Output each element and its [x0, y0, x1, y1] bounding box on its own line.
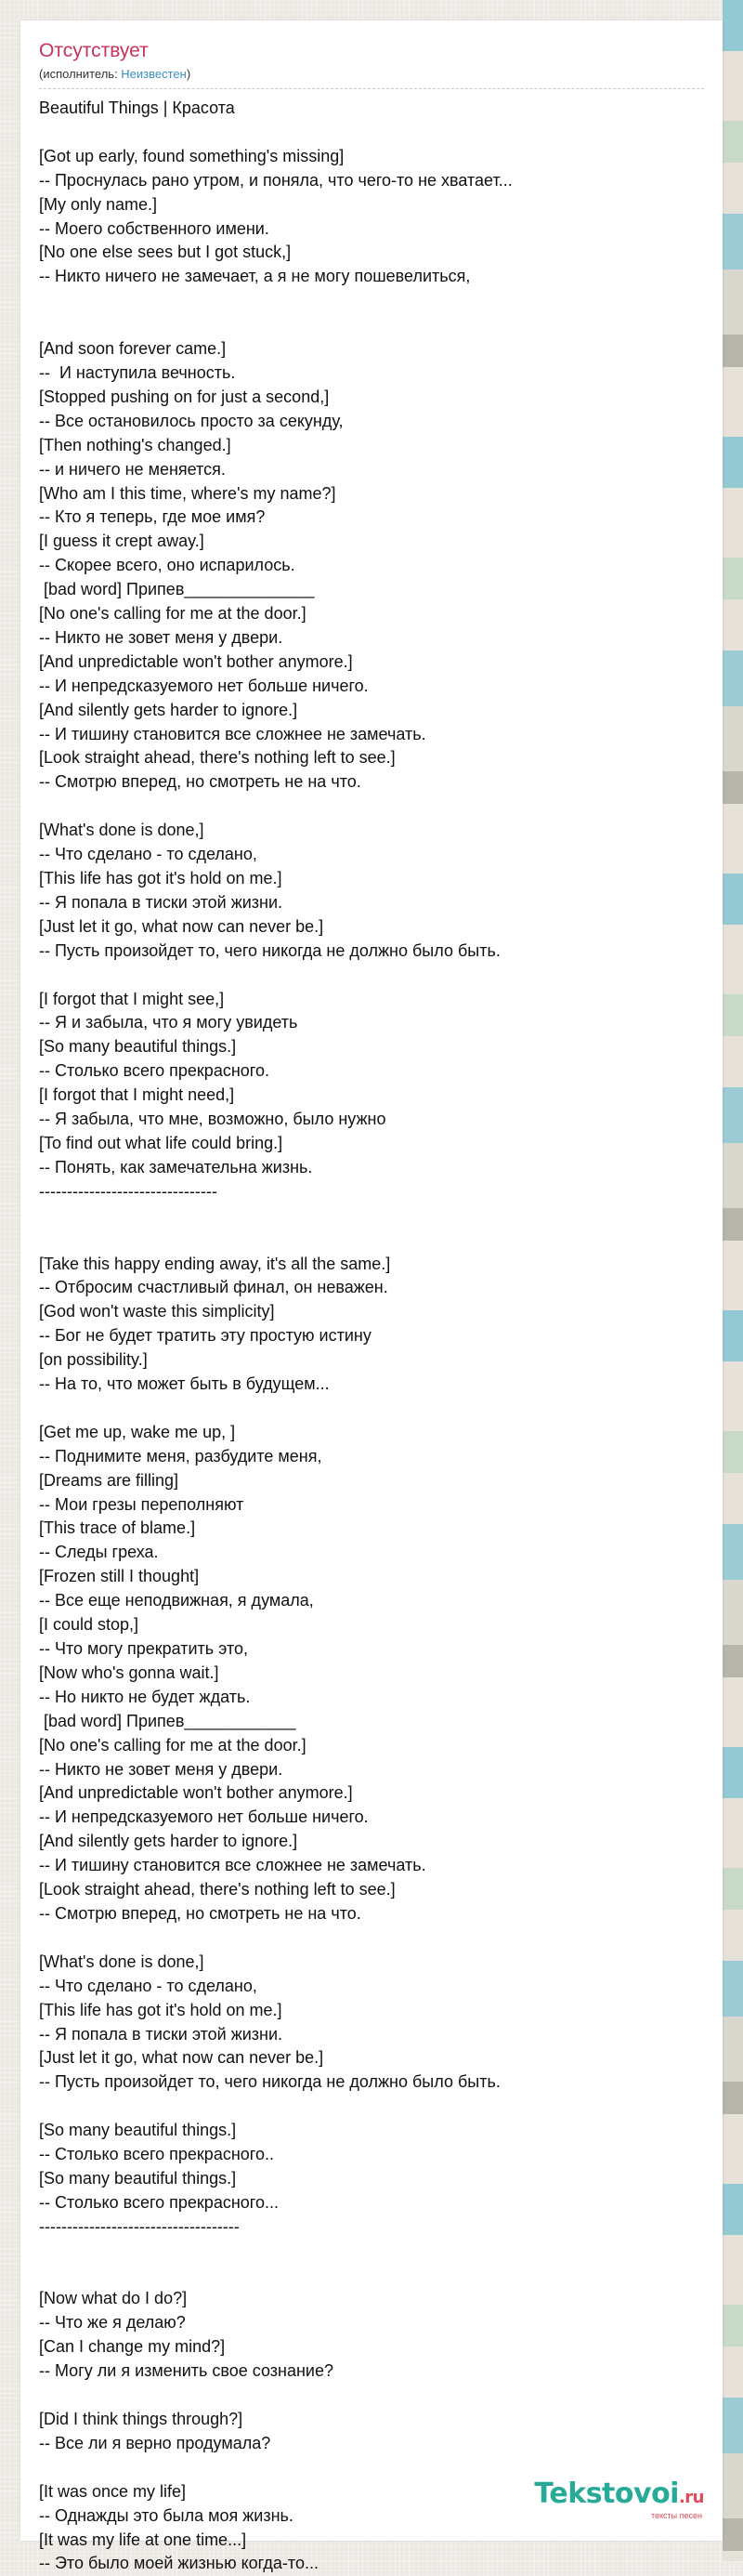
- blank-line: [39, 795, 704, 819]
- lyric-line: -- Столько всего прекрасного...: [39, 2192, 279, 2212]
- lyric-line: [Got up early, found something's missing]: [39, 146, 345, 165]
- logo-wordmark: [534, 2479, 704, 2513]
- lyric-line: -- Но никто не будет ждать.: [39, 1687, 251, 1706]
- lyric-line: Beautiful Things | Красота: [39, 99, 235, 117]
- lyric-line: [Look straight ahead, there's nothing left to see.]: [39, 748, 396, 768]
- blank-line: [39, 1204, 704, 1229]
- lyric-line: -- Что сделано - то сделано,: [39, 845, 257, 864]
- lyric-line: ------------------------------------: [39, 2216, 240, 2236]
- lyrics-text: [39, 97, 704, 2576]
- decorative-side-stripes: [723, 0, 743, 2561]
- lyric-line: -- Я попала в тиски этой жизни.: [39, 2024, 283, 2044]
- lyric-line: -- И тишину становится все сложнее не замечать.: [39, 724, 426, 743]
- lyric-line: [Get me up, wake me up, ]: [39, 1422, 236, 1441]
- lyric-line: -- Что же я делаю?: [39, 2313, 186, 2333]
- lyric-line: [And silently gets harder to ignore.]: [39, 700, 298, 719]
- lyric-line: -- Никто ничего не замечает, а я не могу пошевелиться,: [39, 267, 471, 286]
- lyric-line: [And soon forever came.]: [39, 339, 227, 359]
- header-divider: [39, 88, 704, 89]
- lyric-line: -- Пусть произойдет то, чего никогда не должно было быть.: [39, 940, 501, 960]
- lyric-line: -- Пусть произойдет то, чего никогда не должно было быть.: [39, 2072, 501, 2092]
- lyric-line: [So many beautiful things.]: [39, 1037, 237, 1057]
- lyric-line: -- Все остановилось просто за секунду,: [39, 411, 344, 430]
- lyric-line: [Frozen still I thought]: [39, 1567, 200, 1586]
- blank-line: [39, 964, 704, 988]
- blank-line: [39, 289, 704, 313]
- lyric-line: [So many beautiful things.]: [39, 2121, 237, 2140]
- lyric-line: [So many beautiful things.]: [39, 2168, 237, 2188]
- blank-line: [39, 2384, 704, 2408]
- artist-suffix: ): [186, 67, 191, 81]
- logo-name: Tekstovoi: [534, 2477, 679, 2510]
- lyric-line: [And silently gets harder to ignore.]: [39, 1832, 298, 1851]
- lyric-line: [Did I think things through?]: [39, 2410, 243, 2428]
- lyric-line: -- На то, что может быть в будущем...: [39, 1374, 330, 1394]
- site-logo[interactable]: [534, 2479, 704, 2520]
- lyric-line: [It was my life at one time...]: [39, 2530, 247, 2549]
- blank-line: [39, 121, 704, 145]
- artist-link[interactable]: Неизвестен: [121, 67, 187, 81]
- lyric-line: -- Понять, как замечательна жизнь.: [39, 1157, 313, 1176]
- lyric-line: [Dreams are filling]: [39, 1470, 179, 1490]
- lyric-line: [Now what do I do?]: [39, 2289, 188, 2308]
- lyric-line: -- И наступила вечность.: [39, 362, 236, 382]
- blank-line: [39, 2264, 704, 2288]
- logo-tagline: тексты песен: [650, 2511, 702, 2520]
- lyric-line: [I guess it crept away.]: [39, 532, 204, 551]
- logo-tld: .ru: [678, 2488, 704, 2507]
- lyric-line: -- И непредсказуемого нет больше ничего.: [39, 1807, 369, 1827]
- lyric-line: [My only name.]: [39, 194, 158, 214]
- lyric-line: [Stopped pushing on for just a second,]: [39, 387, 330, 406]
- lyric-line: -- Мои грезы переполняют: [39, 1494, 244, 1514]
- lyric-line: -- Моего собственного имени.: [39, 218, 269, 238]
- lyric-line: -- Столько всего прекрасного.: [39, 1061, 269, 1081]
- lyric-line: [No one's calling for me at the door.]: [39, 1735, 306, 1755]
- lyric-line: -- Проснулась рано утром, и поняла, что чего-то не хватает...: [39, 170, 513, 190]
- lyric-line: [To find out what life could bring.]: [39, 1133, 283, 1152]
- lyric-line: [No one else sees but I got stuck,]: [39, 243, 292, 262]
- lyric-line: -- Смотрю вперед, но смотреть не на что.: [39, 772, 361, 792]
- lyric-line: -- Могу ли я изменить свое сознание?: [39, 2361, 333, 2381]
- lyric-line: [I forgot that I might need,]: [39, 1085, 235, 1105]
- lyric-line: [What's done is done,]: [39, 821, 204, 840]
- lyric-line: --------------------------------: [39, 1181, 217, 1201]
- lyric-line: [Then nothing's changed.]: [39, 435, 231, 454]
- lyric-line: [Take this happy ending away, it's all the same.]: [39, 1254, 391, 1273]
- lyric-line: -- И тишину становится все сложнее не замечать.: [39, 1856, 426, 1875]
- lyric-line: -- Это было моей жизнью когда-то...: [39, 2554, 319, 2573]
- lyric-line: [Now who's gonna wait.]: [39, 1663, 219, 1682]
- lyric-line: -- Смотрю вперед, но смотреть не на что.: [39, 1903, 361, 1923]
- lyric-line: -- Отбросим счастливый финал, он неважен.: [39, 1278, 388, 1297]
- lyric-line: -- Что могу прекратить это,: [39, 1639, 249, 1658]
- lyric-line: -- Что сделано - то сделано,: [39, 1976, 257, 1995]
- lyric-line: [on possibility.]: [39, 1350, 148, 1370]
- lyric-line: [Just let it go, what now can never be.]: [39, 916, 324, 936]
- blank-line: [39, 1397, 704, 1421]
- lyric-line: -- Все еще неподвижная, я думала,: [39, 1591, 314, 1610]
- lyric-line: [What's done is done,]: [39, 1952, 204, 1971]
- lyric-line: [This trace of blame.]: [39, 1518, 196, 1538]
- lyric-line: -- Я попала в тиски этой жизни.: [39, 892, 283, 912]
- lyric-line: [And unpredictable won't bother anymore.]: [39, 1783, 353, 1803]
- blank-line: [39, 1229, 704, 1253]
- lyric-line: -- Однажды это была моя жизнь.: [39, 2505, 293, 2525]
- lyric-line: -- и ничего не меняется.: [39, 459, 226, 479]
- blank-line: [39, 2240, 704, 2264]
- lyric-line: [I forgot that I might see,]: [39, 989, 225, 1008]
- lyric-line: [Just let it go, what now can never be.]: [39, 2048, 324, 2068]
- artist-prefix: (исполнитель:: [39, 67, 122, 81]
- lyric-line: [Who am I this time, where's my name?]: [39, 483, 336, 503]
- lyric-line: [Can I change my mind?]: [39, 2337, 226, 2357]
- lyric-line: [It was once my life]: [39, 2481, 187, 2501]
- lyric-line: [This life has got it's hold on me.]: [39, 869, 282, 887]
- lyric-line: -- И непредсказуемого нет больше ничего.: [39, 676, 369, 695]
- blank-line: [39, 1926, 704, 1951]
- lyric-line: -- Следы греха.: [39, 1543, 159, 1562]
- lyric-line: -- Скорее всего, оно испарилось.: [39, 556, 295, 575]
- lyric-line: [Look straight ahead, there's nothing left to see.]: [39, 1880, 396, 1899]
- artist-line: [39, 66, 704, 82]
- song-header: [39, 39, 704, 89]
- lyric-line: -- Поднимите меня, разбудите меня,: [39, 1446, 322, 1465]
- blank-line: [39, 2095, 704, 2119]
- lyric-line: [bad word] Припев____________: [39, 1711, 296, 1730]
- lyrics-sheet: [20, 20, 723, 2573]
- lyric-line: [This life has got it's hold on me.]: [39, 2000, 282, 2019]
- blank-line: [39, 313, 704, 337]
- lyric-line: -- Я и забыла, что я могу увидеть: [39, 1013, 298, 1032]
- lyric-line: [No one's calling for me at the door.]: [39, 604, 306, 624]
- lyric-line: -- Никто не зовет меня у двери.: [39, 627, 283, 647]
- lyric-line: -- Бог не будет тратить эту простую истину: [39, 1326, 372, 1346]
- lyric-line: -- Я забыла, что мне, возможно, было нужно: [39, 1110, 386, 1129]
- lyric-line: [And unpredictable won't bother anymore.]: [39, 651, 353, 671]
- lyric-line: [I could stop,]: [39, 1615, 139, 1635]
- song-title: Отсутствует: [39, 40, 149, 61]
- lyric-line: -- Все ли я верно продумала?: [39, 2433, 271, 2452]
- blank-line: [39, 2456, 704, 2480]
- lyric-line: [bad word] Припев______________: [39, 580, 315, 599]
- lyric-line: -- Кто я теперь, где мое имя?: [39, 507, 266, 527]
- lyric-line: [God won't waste this simplicity]: [39, 1302, 275, 1321]
- lyric-line: -- Столько всего прекрасного..: [39, 2145, 274, 2164]
- lyric-line: -- Никто не зовет меня у двери.: [39, 1759, 283, 1779]
